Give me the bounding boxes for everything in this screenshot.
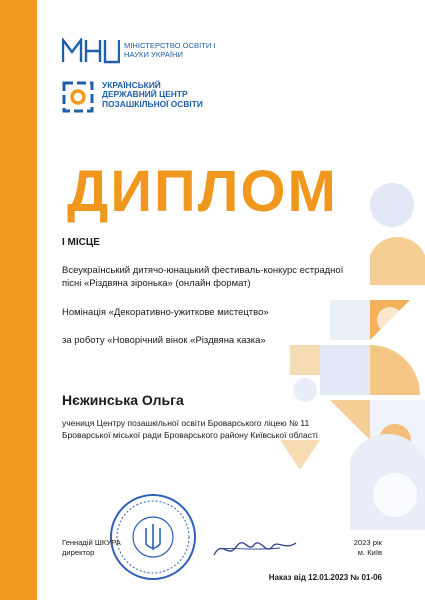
recipient-name: Нєжинська Ольга <box>62 392 184 408</box>
nomination: Номінація «Декоративно-ужиткове мистецтво» <box>62 307 269 318</box>
signer-name: Геннадій ШКУРА <box>62 538 121 547</box>
year: 2023 рік <box>353 538 382 547</box>
ministry-name: МІНІСТЕРСТВО ОСВІТИ І НАУКИ УКРАЇНИ <box>124 41 216 59</box>
recipient-info: учениця Центру позашкільної освіти Броварського ліцею № 11 Броварської міської ради Броварського району Київської області <box>62 418 318 440</box>
official-stamp <box>108 492 198 582</box>
place-label: І МІСЦЕ <box>62 237 100 248</box>
center-name: УКРАЇНСЬКИЙ ДЕРЖАВНИЙ ЦЕНТР ПОЗАШКІЛЬНОЇ ОСВІТИ <box>102 80 203 109</box>
diploma-title: ДИПЛОМ <box>67 159 338 224</box>
mon-logo-icon <box>62 38 120 64</box>
center-logo-icon <box>62 81 94 113</box>
director-signature <box>210 535 300 563</box>
date-block <box>354 538 382 558</box>
signer-role: директор <box>62 548 95 557</box>
ministry-logo <box>62 38 216 69</box>
event-name: Всеукраїнський дитячо-юнацький фестиваль-конкурс естрадної пісні «Різдвяна зіронька» (онлайн формат) <box>62 265 344 289</box>
work-title: за роботу «Новорічний вінок «Різдвяна казка» <box>62 335 266 346</box>
center-logo <box>62 80 203 118</box>
signer-block <box>62 538 121 558</box>
order-number: Наказ від 12.01.2023 № 01-06 <box>268 573 382 582</box>
city: м. Київ <box>357 548 382 557</box>
